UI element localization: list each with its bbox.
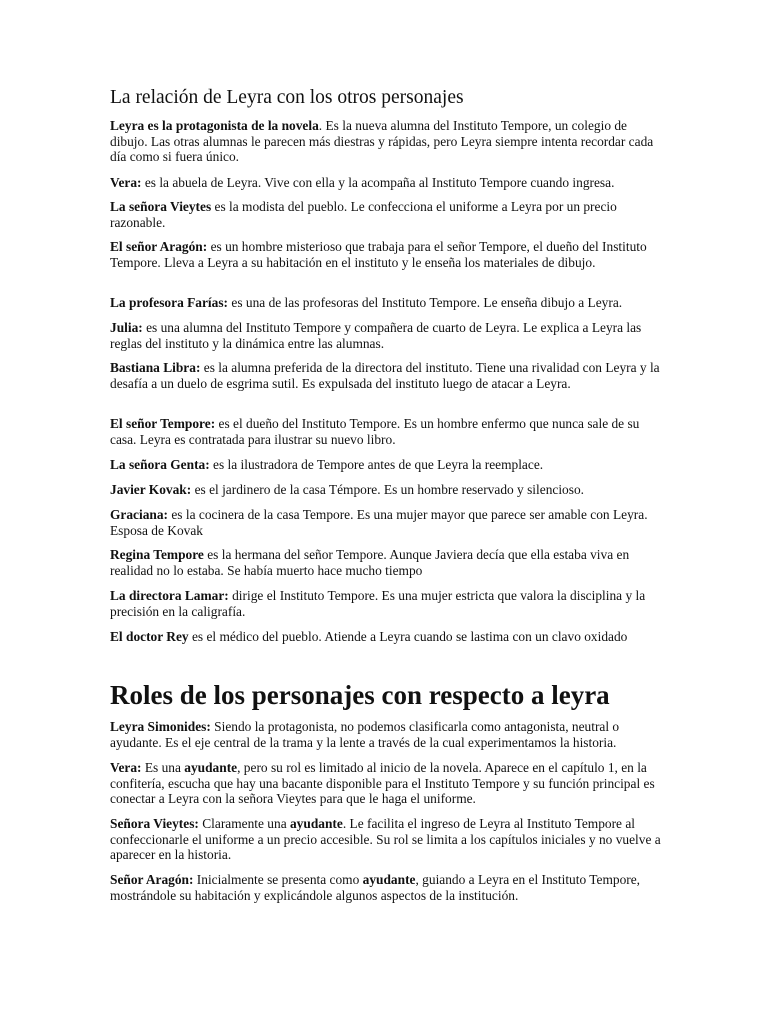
section-heading-roles: Roles de los personajes con respecto a leyra: [110, 680, 610, 710]
character-description: es el médico del pueblo. Atiende a Leyra cuando se lastima con un clavo oxidado: [188, 629, 628, 644]
character-name: La profesora Farías:: [110, 295, 229, 310]
role-label: ayudante: [184, 760, 238, 775]
paragraph-vieytes: [110, 199, 662, 230]
role-description: Inicialmente se presenta como: [193, 872, 363, 887]
character-description: . Es la nueva alumna del Instituto Tempore, un colegio de dibujo. Las otras alumnas le parecen más diestras y rápidas, pero Leyra siempre intenta recordar cada día como si fuera único.: [110, 118, 654, 164]
paragraph-graciana: [110, 507, 662, 538]
paragraph-vera: [110, 175, 662, 191]
role-description: Siendo la protagonista, no podemos clasificarla como antagonista, neutral o ayudante. Es el eje central de la trama y la lente a través de la cual experimentamos la historia.: [110, 719, 620, 750]
character-name: El señor Tempore:: [110, 416, 216, 431]
paragraph-lamar: [110, 588, 662, 619]
role-description: , pero su rol es limitado al inicio de la novela. Aparece en el capítulo 1, en la confitería, escucha que hay una bacante disponible para el Instituto Tempore y su función principal es conectar a Leyra con la señora Vieytes para que le haga el uniforme.: [110, 760, 655, 806]
character-name: Leyra es la protagonista de la novela: [110, 118, 319, 133]
character-name: Javier Kovak:: [110, 482, 192, 497]
character-description: es la abuela de Leyra. Vive con ella y la acompaña al Instituto Tempore cuando ingresa.: [141, 175, 615, 190]
paragraph-role-vieytes: [110, 816, 662, 863]
paragraph-leyra: [110, 118, 662, 165]
role-description: , guiando a Leyra en el Instituto Tempore, mostrándole su habitación y explicándole algunos aspectos de la institución.: [110, 872, 641, 903]
character-name: Graciana:: [110, 507, 169, 522]
paragraph-farias: [110, 295, 662, 311]
paragraph-bastiana: [110, 360, 662, 391]
paragraph-genta: [110, 457, 662, 473]
paragraph-role-leyra: [110, 719, 662, 750]
character-description: es una alumna del Instituto Tempore y compañera de cuarto de Leyra. Le explica a Leyra las reglas del instituto y la dinámica entre las alumnas.: [110, 320, 642, 351]
character-description: es la ilustradora de Tempore antes de que Leyra la reemplace.: [209, 457, 544, 472]
paragraph-aragon: [110, 239, 662, 270]
character-description: es el jardinero de la casa Témpore. Es un hombre reservado y silencioso.: [191, 482, 584, 497]
character-description: es un hombre misterioso que trabaja para el señor Tempore, el dueño del Instituto Tempore. Lleva a Leyra a su habitación en el instituto y le enseña los materiales de dibujo.: [110, 239, 647, 270]
character-description: es una de las profesoras del Instituto Tempore. Le enseña dibujo a Leyra.: [228, 295, 623, 310]
character-name: La directora Lamar:: [110, 588, 229, 603]
character-name: Señora Vieytes:: [110, 816, 199, 831]
character-name: El doctor Rey: [110, 629, 189, 644]
paragraph-rey: [110, 629, 662, 645]
paragraph-kovak: [110, 482, 662, 498]
section-heading-relations: La relación de Leyra con los otros personajes: [110, 87, 464, 108]
paragraph-tempore: [110, 416, 662, 447]
character-name: Julia:: [110, 320, 143, 335]
character-name: Regina Tempore: [110, 547, 204, 562]
character-name: Vera:: [110, 760, 142, 775]
character-description: es el dueño del Instituto Tempore. Es un hombre enfermo que nunca sale de su casa. Leyra es contratada para ilustrar su nuevo libro.: [110, 416, 640, 447]
character-name: Bastiana Libra:: [110, 360, 201, 375]
paragraph-regina: [110, 547, 662, 578]
character-name: El señor Aragón:: [110, 239, 208, 254]
role-description: . Le facilita el ingreso de Leyra al Instituto Tempore al confeccionarle el uniforme a un precio accesible. Su rol se limita a los capítulos iniciales y no vuelve a aparecer en la historia.: [110, 816, 661, 862]
character-description: es la cocinera de la casa Tempore. Es una mujer mayor que parece ser amable con Leyra. Esposa de Kovak: [110, 507, 648, 538]
paragraph-role-aragon: [110, 872, 662, 903]
character-description: es la modista del pueblo. Le confecciona el uniforme a Leyra por un precio razonable.: [110, 199, 617, 230]
paragraph-role-vera: [110, 760, 662, 807]
character-description: es la alumna preferida de la directora del instituto. Tiene una rivalidad con Leyra y la desafía a un duelo de esgrima sutil. Es expulsada del instituto luego de atacar a Leyra.: [110, 360, 660, 391]
character-description: dirige el Instituto Tempore. Es una mujer estricta que valora la disciplina y la precisión en la caligrafía.: [110, 588, 646, 619]
character-name: La señora Genta:: [110, 457, 210, 472]
character-name: Vera:: [110, 175, 142, 190]
paragraph-julia: [110, 320, 662, 351]
character-name: La señora Vieytes: [110, 199, 212, 214]
role-description: Es una: [141, 760, 185, 775]
role-label: ayudante: [289, 816, 343, 831]
character-name: Señor Aragón:: [110, 872, 194, 887]
role-description: Claramente una: [198, 816, 290, 831]
character-name: Leyra Simonides:: [110, 719, 211, 734]
character-description: es la hermana del señor Tempore. Aunque Javiera decía que ella estaba viva en realidad no lo estaba. Se había muerto hace mucho tiempo: [110, 547, 630, 578]
role-label: ayudante: [362, 872, 416, 887]
